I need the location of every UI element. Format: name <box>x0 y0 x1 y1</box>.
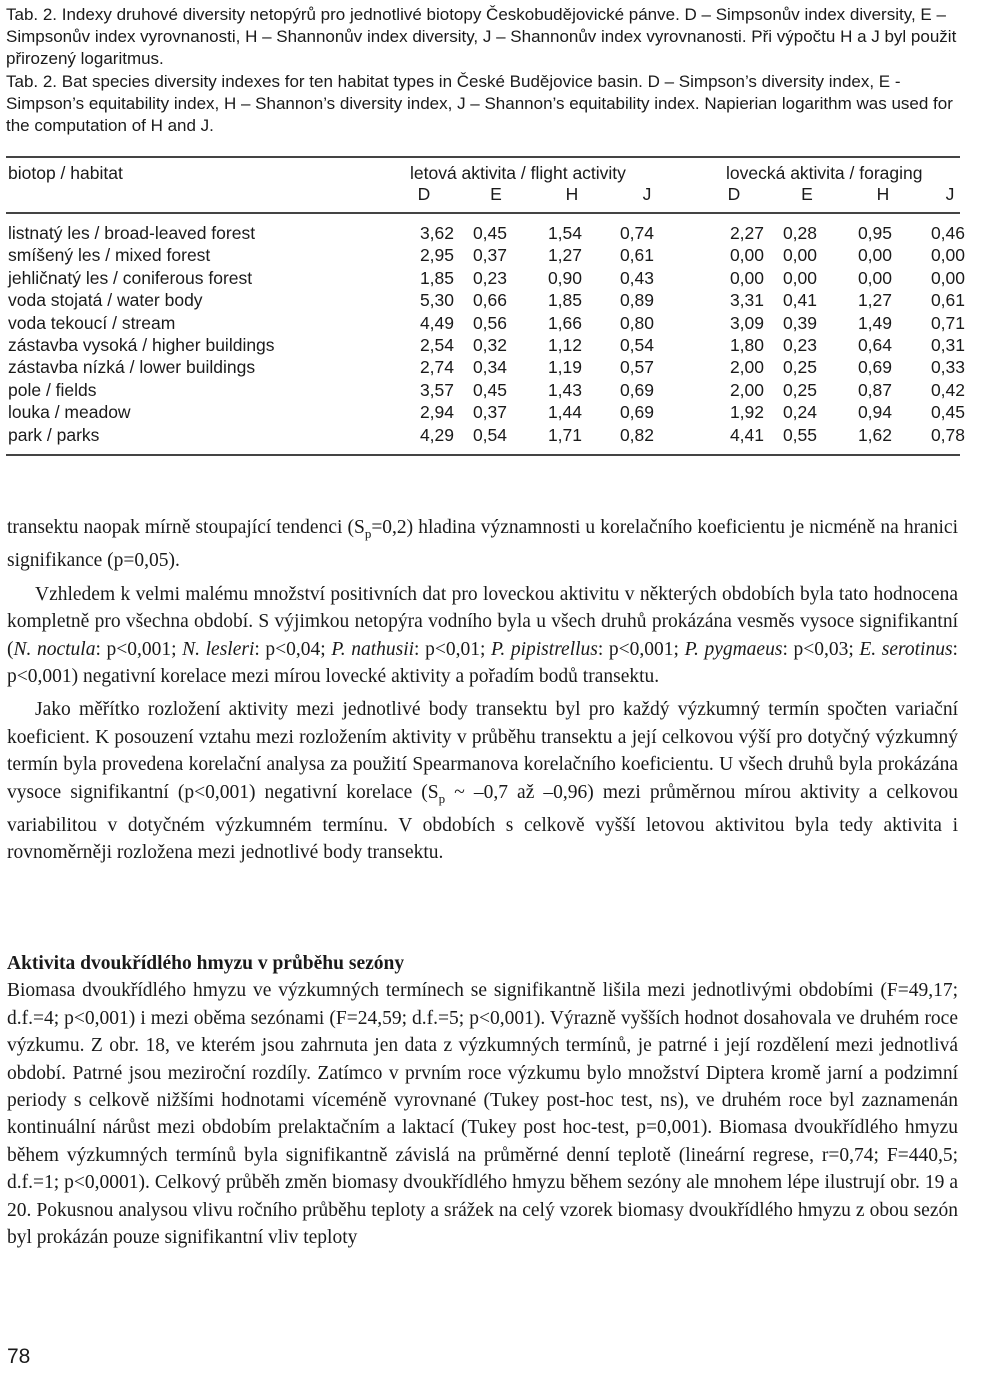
section-insect-activity <box>7 950 958 1251</box>
table-cell: 0,71 <box>930 312 965 333</box>
table-cell: 3,09 <box>729 312 764 333</box>
species-name: N. noctula <box>13 638 96 660</box>
table-cell: 5,30 <box>419 290 454 311</box>
table-cell: 1,12 <box>547 334 582 355</box>
table-row <box>6 356 965 378</box>
table-row <box>6 312 965 334</box>
table-cell: 0,33 <box>930 357 965 378</box>
table-cell: 0,00 <box>857 245 892 266</box>
table-cell: 2,00 <box>729 357 764 378</box>
table-cell: 2,54 <box>419 334 454 355</box>
table-cell: 1,92 <box>729 402 764 423</box>
table-cell: 0,24 <box>782 402 817 423</box>
table-cell: 0,00 <box>930 267 965 288</box>
text-run: : p<0,001; <box>95 638 183 660</box>
table-cell: 0,37 <box>472 402 507 423</box>
table-row <box>6 401 965 423</box>
table-cell: 1,49 <box>857 312 892 333</box>
table-cell: 0,28 <box>782 223 817 243</box>
table-cell: 1,85 <box>547 290 582 311</box>
table-cell: 0,41 <box>782 290 817 311</box>
table-cell: 0,64 <box>857 334 892 355</box>
row-habitat-label: pole / fields <box>8 379 97 400</box>
row-habitat-label: jehličnatý les / coniferous forest <box>8 267 253 288</box>
table-cell: 0,00 <box>729 267 764 288</box>
table-cell: 0,54 <box>619 334 654 355</box>
section-paragraph: Biomasa dvoukřídlého hmyzu ve výzkumných termínech se signifikantně lišila mezi jednotlivými obdobími (F=49,17; d.f.=4; p<0,001) i mezi oběma sezónami (F=24,59; d.f.=5; p<0,001). Výrazně vyšších hodnot dosahovala ve druhém roce výzkumu. Z obr. 18, ve kterém jsou zahrnuta jen data z výzkumných termínů, je patrné i její rozdělení mezi jednotlivá období. Patrné jsou meziroční rozdíly. Zatímco v prvním roce výzkumu bylo množství Diptera kromě jarní a podzimní periody s celkově nižšími hodnotami víceméně vyrovnané (Tukey post-hoc test, ns), ve druhém roce byl zaznamenán kontinuální nárůst mezi obdobím prelaktačním a laktací (Tukey post hoc-test, p=0,001). Biomasa dvoukřídlého hmyzu během výzkumných termínů byla signifikantně závislá na průměrné denní teplotě (lineární regrese, r=0,74; F=440,5; d.f.=1; p<0,0001). Celkový průběh změn biomasy dvoukřídlého hmyzu během sezóny ale mnohem lépe ilustrují obr. 19 a 20. Pokusnou analysou vlivu ročního průběhu teploty a srážek na celý vzorek biomasy dvoukřídlého hmyzu z obou sezón byl prokázán pouze signifikantní vliv teploty <box>7 980 958 1249</box>
table-cell: 1,80 <box>729 334 764 355</box>
table-cell: 0,00 <box>729 245 764 266</box>
table-cell: 3,57 <box>419 379 454 400</box>
table-body <box>6 214 965 454</box>
table-cell: 0,43 <box>619 267 654 288</box>
diversity-table <box>6 156 965 456</box>
table-cell: 2,74 <box>419 357 454 378</box>
table-cell: 0,34 <box>472 357 507 378</box>
table-cell: 0,45 <box>472 379 507 400</box>
table-cell: 1,27 <box>547 245 582 266</box>
table-cell: 0,57 <box>619 357 654 378</box>
text-run: Vzhledem k velmi malému množství positivních dat pro loveckou aktivitu v některých obdobích byla tato hodnocena kompletně pro všechna období. S výjimkou netopýra vodního byla u všech druhů prokázána vesměs vysoce signifikantní ( <box>7 583 958 660</box>
species-name: P. nathusii <box>331 638 415 660</box>
table-cell: 0,66 <box>472 290 507 311</box>
table-cell: 2,94 <box>419 402 454 423</box>
text-run: ~ –0,7 až –0,96) mezi průměrnou mírou aktivity a celkovou variabilitou v dotyčném výzkumném termínu. V obdobích s celkově vyšší letovou aktivitou byla tedy aktivita i rovnoměrněji rozložena mezi jednotlivé body transektu. <box>7 781 958 864</box>
table-cell: 2,27 <box>729 223 764 243</box>
table-cell: 0,25 <box>782 357 817 378</box>
table-cell: 1,66 <box>547 312 582 333</box>
table-cell: 0,61 <box>619 245 654 266</box>
table-cell: 1,27 <box>857 290 892 311</box>
table-cell: 0,32 <box>472 334 507 355</box>
row-habitat-label: voda tekoucí / stream <box>8 312 176 333</box>
row-habitat-label: smíšený les / mixed forest <box>8 245 211 266</box>
table-cell: 0,23 <box>472 267 507 288</box>
table-cell: 1,54 <box>547 223 582 243</box>
header-flight-d: D <box>417 184 431 204</box>
table-cell: 0,80 <box>619 312 654 333</box>
table-cell: 4,41 <box>729 424 764 445</box>
header-foraging-h: H <box>876 184 890 204</box>
header-foraging-j: J <box>945 184 955 204</box>
text-run: transektu naopak mírně stoupající tendenci (S <box>7 517 365 538</box>
table-cell: 0,25 <box>782 379 817 400</box>
table-cell: 0,90 <box>547 267 582 288</box>
table-cell: 0,61 <box>930 290 965 311</box>
row-habitat-label: voda stojatá / water body <box>8 290 203 311</box>
paragraph-3 <box>7 696 958 866</box>
text-run: : p<0,001; <box>597 638 685 660</box>
table-cell: 3,31 <box>729 290 764 311</box>
subscript: p <box>364 525 372 541</box>
page-number: 78 <box>7 1345 31 1368</box>
table-cell: 0,39 <box>782 312 817 333</box>
table-cell: 0,89 <box>619 290 654 311</box>
table-cell: 1,43 <box>547 379 582 400</box>
table-cell: 0,69 <box>619 379 654 400</box>
table-row <box>6 424 965 446</box>
table-row <box>6 222 965 244</box>
table-cell: 4,29 <box>419 424 454 445</box>
table-cell: 2,00 <box>729 379 764 400</box>
paragraph-1 <box>7 514 958 575</box>
table-cell: 0,42 <box>930 379 965 400</box>
table-cell: 1,71 <box>547 424 582 445</box>
text-run: : p<0,04; <box>254 638 332 660</box>
table-cell: 0,31 <box>930 334 965 355</box>
table-cell: 0,69 <box>619 402 654 423</box>
table-header <box>6 158 960 214</box>
table-cell: 4,49 <box>419 312 454 333</box>
text-run: : p<0,001) negativní korelace mezi mírou lovecké aktivity a pořadím bodů transektu. <box>7 638 958 687</box>
caption-czech: Tab. 2. Indexy druhové diversity netopýrů pro jednotlivé biotopy Českobudějovické pánve. D – Simpsonův index diversity, E – Simpsonův index vyrovnanosti, H – Shannonův index diversity, J – Shannonův index vyrovnanosti. Při výpočtu H a J byl použit přirozený logaritmus. <box>6 5 957 68</box>
table-cell: 0,00 <box>857 267 892 288</box>
species-name: P. pygmaeus <box>684 638 783 660</box>
table-row <box>6 244 965 266</box>
header-foraging-activity: lovecká aktivita / foraging <box>726 163 923 183</box>
table-cell: 0,54 <box>472 424 507 445</box>
table-cell: 0,45 <box>930 402 965 423</box>
text-run: : p<0,01; <box>414 638 491 660</box>
table-cell: 0,00 <box>930 245 965 266</box>
row-habitat-label: zástavba nízká / lower buildings <box>8 357 256 378</box>
row-habitat-label: listnatý les / broad-leaved forest <box>8 223 256 243</box>
text-run: : p<0,03; <box>782 638 860 660</box>
section-heading: Aktivita dvoukřídlého hmyzu v průběhu sezóny <box>7 953 405 974</box>
body-paragraphs <box>7 514 958 867</box>
table-row <box>6 267 965 289</box>
header-habitat: biotop / habitat <box>8 163 123 183</box>
header-flight-e: E <box>490 184 502 204</box>
subscript: p <box>438 790 446 806</box>
row-habitat-label: zástavba vysoká / higher buildings <box>8 334 275 355</box>
table-cell: 1,62 <box>857 424 892 445</box>
table-cell: 0,94 <box>857 402 892 423</box>
table-cell: 1,85 <box>419 267 454 288</box>
table-cell: 0,55 <box>782 424 817 445</box>
table-row <box>6 334 965 356</box>
table-cell: 0,45 <box>472 223 507 243</box>
header-foraging-d: D <box>727 184 741 204</box>
species-name: E. serotinus <box>859 638 953 660</box>
text-run: Jako měřítko rozložení aktivity mezi jednotlivé body transektu byl pro každý výzkumný termín spočten variační koeficient. K posouzení vztahu mezi rozložením aktivity v průběhu transektu a její celkovou výší pro dotyčný výzkumný termín byla provedena korelační analysa za použití Spearmanova korelačního koeficientu. U všech druhů byla prokázána vysoce signifikantní (p<0,001) negativní korelace (S <box>7 699 958 803</box>
table-cell: 3,62 <box>419 223 454 243</box>
caption-english: Tab. 2. Bat species diversity indexes for ten habitat types in České Budějovice basin. D – Simpson’s diversity index, E - Simpson’s equitability index, H – Shannon’s diversity index, J – Shannon’s equitability index. Napierian logarithm was used for the computation of H and J. <box>6 72 953 135</box>
table-cell: 1,19 <box>547 357 582 378</box>
table-caption <box>6 4 958 137</box>
header-flight-h: H <box>565 184 579 204</box>
table-cell: 0,00 <box>782 245 817 266</box>
text-run: =0,2) hladina významnosti u korelačního koeficientu je nicméně na hranici signifikance (p=0,05). <box>7 517 958 572</box>
row-habitat-label: louka / meadow <box>8 402 131 423</box>
table-row <box>6 289 965 311</box>
table-cell: 0,00 <box>782 267 817 288</box>
table-cell: 0,46 <box>930 223 965 243</box>
paragraph-2 <box>7 581 958 691</box>
table-cell: 0,78 <box>930 424 965 445</box>
header-foraging-e: E <box>801 184 813 204</box>
header-flight-j: J <box>642 184 652 204</box>
table-cell: 0,37 <box>472 245 507 266</box>
table-cell: 0,69 <box>857 357 892 378</box>
table-cell: 0,82 <box>619 424 654 445</box>
table-cell: 0,23 <box>782 334 817 355</box>
table-cell: 1,44 <box>547 402 582 423</box>
table-cell: 0,56 <box>472 312 507 333</box>
species-name: N. lesleri <box>182 638 255 660</box>
header-flight-activity: letová aktivita / flight activity <box>410 163 626 183</box>
table-row <box>6 379 965 401</box>
table-cell: 0,87 <box>857 379 892 400</box>
table-cell: 0,95 <box>857 223 892 243</box>
table-cell: 2,95 <box>419 245 454 266</box>
table-cell: 0,74 <box>619 223 654 243</box>
species-name: P. pipistrellus <box>490 638 598 660</box>
row-habitat-label: park / parks <box>8 424 100 445</box>
